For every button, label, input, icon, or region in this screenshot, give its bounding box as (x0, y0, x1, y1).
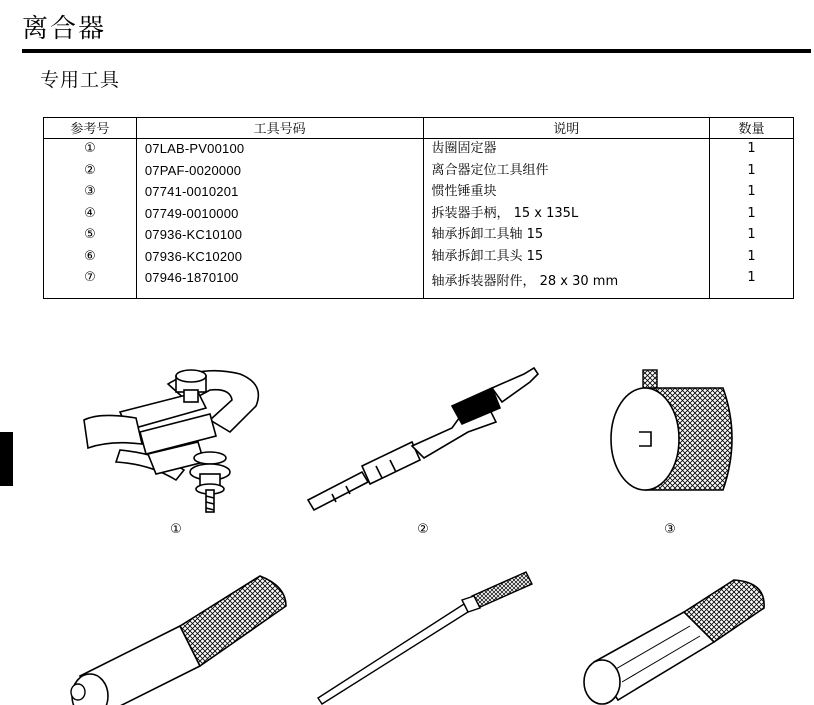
row-ref: ⑦ (44, 268, 137, 299)
remover-head-illustration (574, 572, 770, 705)
row-code: 07946-1870100 (136, 268, 423, 299)
title-rule (22, 49, 811, 53)
section-subtitle: 专用工具 (40, 69, 121, 91)
figure-caption-2: ② (417, 522, 429, 537)
row-code: 07936-KC10200 (136, 247, 423, 269)
header-desc: 说明 (423, 118, 710, 139)
row-desc: 拆装器手柄， 15 x 135L (423, 204, 710, 226)
clutch-holder-illustration (302, 366, 552, 516)
row-desc: 离合器定位工具组件 (423, 161, 710, 183)
section-side-tab (0, 432, 13, 486)
weight-illustration (605, 368, 745, 508)
row-desc: 轴承拆卸工具头 15 (423, 247, 710, 269)
table-row (44, 247, 794, 269)
table-row (44, 182, 794, 204)
row-desc: 惯性锤重块 (423, 182, 710, 204)
row-code: 07936-KC10100 (136, 225, 423, 247)
row-code: 07749-0010000 (136, 204, 423, 226)
table-row (44, 268, 794, 299)
row-ref: ⑥ (44, 247, 137, 269)
row-qty: 1 (710, 204, 794, 226)
page-title: 离合器 (22, 14, 107, 44)
figure-caption-1: ① (170, 522, 182, 537)
row-qty: 1 (710, 247, 794, 269)
row-desc (423, 268, 710, 299)
row-code: 07LAB-PV00100 (136, 139, 423, 161)
row-code: 07PAF-0020000 (136, 161, 423, 183)
row-ref: ③ (44, 182, 137, 204)
remover-shaft-illustration (312, 566, 538, 705)
table-row (44, 225, 794, 247)
row-qty: 1 (710, 139, 794, 161)
row-qty: 1 (710, 225, 794, 247)
table-header-row (44, 118, 794, 139)
row-ref: ② (44, 161, 137, 183)
figure-caption-3: ③ (664, 522, 676, 537)
row-desc: 轴承拆卸工具轴 15 (423, 225, 710, 247)
table-row (44, 161, 794, 183)
row-qty: 1 (710, 268, 794, 299)
row-qty: 1 (710, 161, 794, 183)
row-ref: ④ (44, 204, 137, 226)
row-ref: ⑤ (44, 225, 137, 247)
row-desc: 齿圈固定器 (423, 139, 710, 161)
table-row (44, 139, 794, 161)
gear-holder-illustration (80, 362, 270, 522)
row-ref: ① (44, 139, 137, 161)
header-code: 工具号码 (136, 118, 423, 139)
row-code: 07741-0010201 (136, 182, 423, 204)
driver-handle-illustration (60, 566, 290, 705)
table-row (44, 204, 794, 226)
header-qty: 数量 (710, 118, 794, 139)
row-desc-text: 轴承拆装器附件， 28 x 30 mm (431, 274, 619, 289)
header-ref: 参考号 (44, 118, 137, 139)
row-qty: 1 (710, 182, 794, 204)
special-tools-table (43, 117, 794, 299)
